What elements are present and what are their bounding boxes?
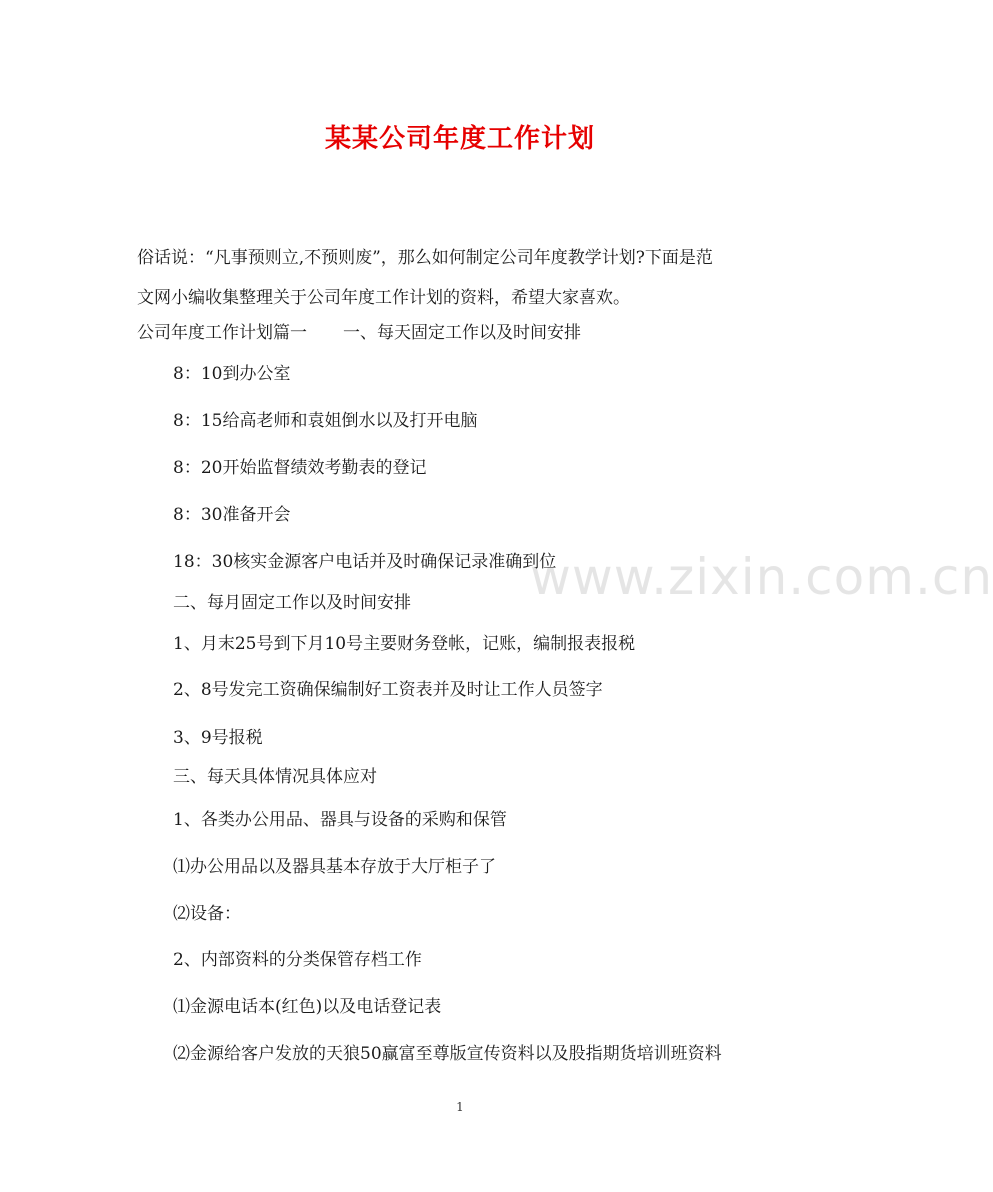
list-item: 2、8号发完工资确保编制好工资表并及时让工作人员签字 [173,680,603,700]
section-heading-line: 二、每月固定工作以及时间安排 [173,593,411,613]
list-item: 3、9号报税 [173,728,263,748]
intro-line-2: 文网小编收集整理关于公司年度工作计划的资料，希望大家喜欢。 [137,288,630,308]
list-item: ⑴金源电话本(红色)以及电话登记表 [173,997,442,1017]
schedule-line: 8：20开始监督绩效考勤表的登记 [173,458,427,478]
section-subheading: 一、每天固定工作以及时间安排 [343,323,581,343]
document-title: 某某公司年度工作计划 [324,124,595,154]
section-part-label: 公司年度工作计划篇一 [137,323,307,343]
list-item: ⑴办公用品以及器具基本存放于大厅柜子了 [173,857,496,877]
section-heading-line: 三、每天具体情况具体应对 [173,767,377,787]
page-number: 1 [456,1100,464,1114]
list-item: ⑵设备： [173,904,241,924]
list-item: 2、内部资料的分类保管存档工作 [173,950,422,970]
section-heading [137,321,581,345]
schedule-line: 8：30准备开会 [173,505,291,525]
list-item: 1、月末25号到下月10号主要财务登帐，记账，编制报表报税 [173,634,636,654]
watermark: www.zixin.com.cn [530,548,993,606]
schedule-line: 8：10到办公室 [173,364,291,384]
list-item: ⑵金源给客户发放的天狼50赢富至尊版宣传资料以及股指期货培训班资料 [173,1044,722,1064]
intro-line-1: 俗话说：“凡事预则立,不预则废”，那么如何制定公司年度教学计划?下面是范 [137,248,713,268]
list-item: 1、各类办公用品、器具与设备的采购和保管 [173,810,507,830]
schedule-line: 8：15给高老师和袁姐倒水以及打开电脑 [173,411,478,431]
schedule-line: 18：30核实金源客户电话并及时确保记录准确到位 [173,552,557,572]
